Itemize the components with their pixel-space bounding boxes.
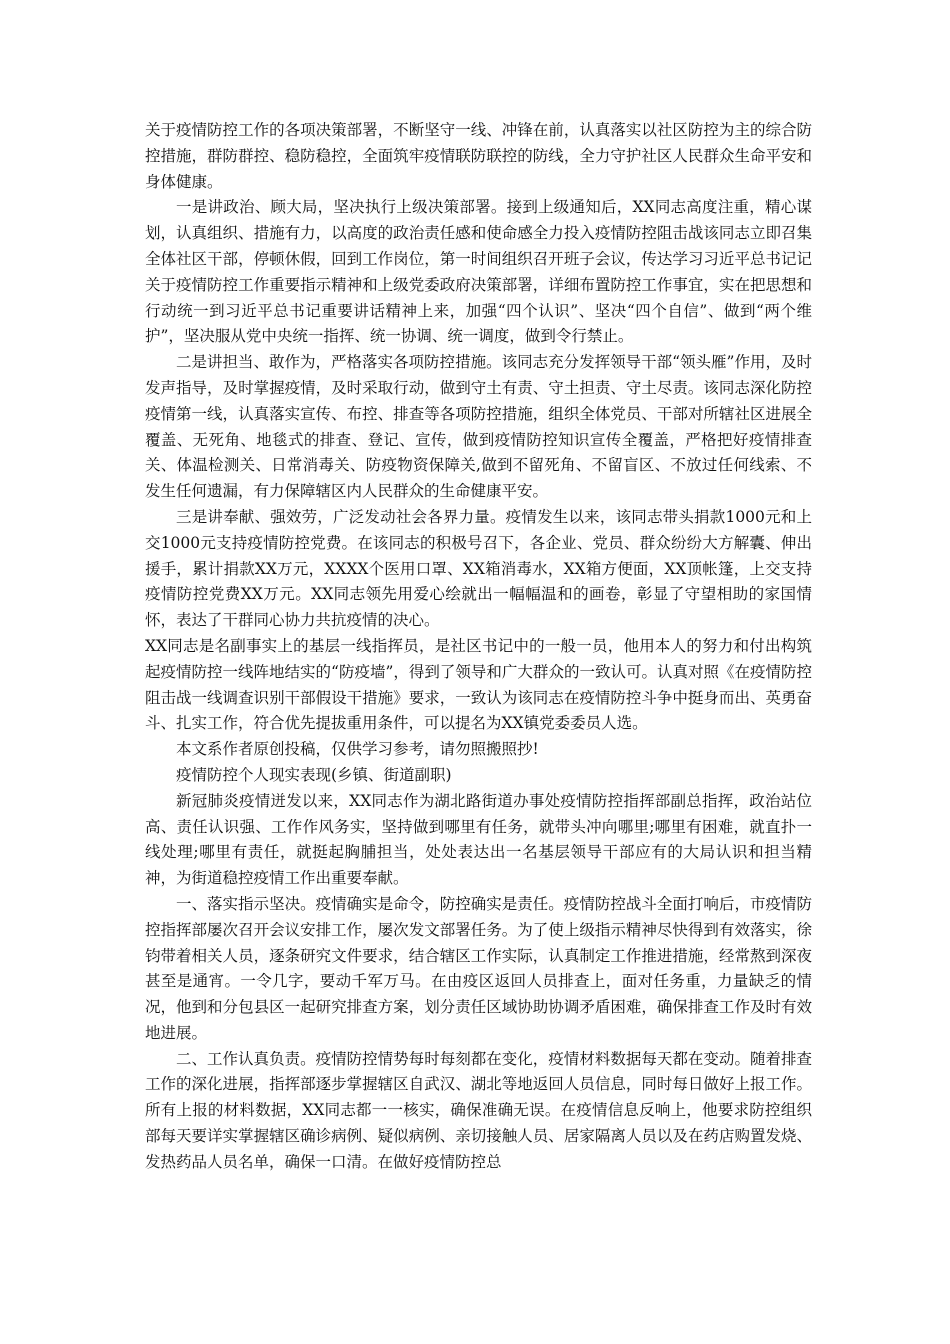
paragraph-9: 一、落实指示坚决。疫情确实是命令，防控确实是责任。疫情防控战斗全面打响后，市疫情防控指挥部屡次召开会议安排工作，屡次发文部署任务。为了使上级指示精神尽快得到有效落实，徐钧带着相关人员，逐条研究文件要求，结合辖区工作实际，认真制定工作推进措施，经常熬到深夜甚至是通宵。一令几字，要动千军万马。在由疫区返回人员排查上，面对任务重，力量缺乏的情况，他到和分包县区一起研究排查方案，划分责任区域协助协调矛盾困难，确保排查工作及时有效地进展。: [145, 894, 812, 1042]
paragraph-5: XX同志是名副事实上的基层一线指挥员，是社区书记中的一般一员，他用本人的努力和付出构筑起疫情防控一线阵地结实的“防疫墙”，得到了领导和广大群众的一致认可。认真对照《在疫情防控阻击战一线调查识别干部假设干措施》要求，一致认为该同志在疫情防控斗争中挺身而出、英勇奋斗、扎实工作，符合优先提拔重用条件，可以提名为XX镇党委委员人选。: [145, 636, 812, 733]
paragraph-3: 二是讲担当、敢作为，严格落实各项防控措施。该同志充分发挥领导干部“领头雁”作用，及时发声指导，及时掌握疫情，及时采取行动，做到守土有责、守土担责、守土尽责。该同志深化防控疫情第一线，认真落实宣传、布控、排查等各项防控措施，组织全体党员、干部对所辖社区进展全覆盖、无死角、地毯式的排查、登记、宣传，做到疫情防控知识宣传全覆盖，严格把好疫情排查关、体温检测关、日常消毒关、防疫物资保障关,做到不留死角、不留盲区、不放过任何线索、不发生任何遗漏，有力保障辖区内人民群众的生命健康平安。: [145, 353, 812, 501]
paragraph-6: 本文系作者原创投稿，仅供学习参考，请勿照搬照抄!: [176, 740, 539, 759]
paragraph-1: 关于疫情防控工作的各项决策部署，不断坚守一线、冲锋在前，认真落实以社区防控为主的综合防控措施，群防群控、稳防稳控，全面筑牢疫情联防联控的防线，全力守护社区人民群众生命平安和身体健康。: [145, 121, 812, 191]
paragraph-8: 新冠肺炎疫情迸发以来，XX同志作为湖北路街道办事处疫情防控指挥部副总指挥，政治站位高、责任认识强、工作作风务实，坚持做到哪里有任务，就带头冲向哪里;哪里有困难，就直扑一线处理;哪里有责任，就挺起胸脯担当，处处表达出一名基层领导干部应有的大局认识和担当精神，为街道稳控疫情工作出重要奉献。: [145, 791, 812, 888]
document-page: [145, 118, 812, 1176]
paragraph-10: 二、工作认真负责。疫情防控情势每时每刻都在变化，疫情材料数据每天都在变动。随着排查工作的深化进展，指挥部逐步掌握辖区自武汉、湖北等地返回人员信息，同时每日做好上报工作。所有上报的材料数据，XX同志都一一核实，确保准确无误。在疫情信息反响上，他要求防控组织部每天要详实掌握辖区确诊病例、疑似病例、亲切接触人员、居家隔离人员以及在药店购置发烧、发热药品人员名单，确保一口清。在做好疫情防控总: [145, 1049, 812, 1171]
section-heading: 疫情防控个人现实表现(乡镇、街道副职): [176, 765, 452, 784]
paragraph-4: 三是讲奉献、强效劳，广泛发动社会各界力量。疫情发生以来，该同志带头捐款1000元和上交1000元支持疫情防控党费。在该同志的积极号召下，各企业、党员、群众纷纷大方解囊、伸出援手，累计捐款XX万元，XXXX个医用口罩、XX箱消毒水，XX箱方便面，XX顶帐篷，上交支持疫情防控党费XX万元。XX同志领先用爱心绘就出一幅幅温和的画卷，彰显了守望相助的家国情怀，表达了干群同心协力共抗疫情的决心。: [145, 507, 812, 630]
paragraph-2: 一是讲政治、顾大局，坚决执行上级决策部署。接到上级通知后，XX同志高度注重，精心谋划，认真组织、措施有力，以高度的政治责任感和使命感全力投入疫情防控阻击战该同志立即召集全体社区干部，停顿休假，回到工作岗位，第一时间组织召开班子会议，传达学习习近平总书记记关于疫情防控工作重要指示精神和上级党委政府决策部署，详细布置防控工作事宜，实在把思想和行动统一到习近平总书记重要讲话精神上来，加强“四个认识”、坚决“四个自信”、做到“两个维护”，坚决服从党中央统一指挥、统一协调、统一调度，做到令行禁止。: [145, 198, 812, 346]
